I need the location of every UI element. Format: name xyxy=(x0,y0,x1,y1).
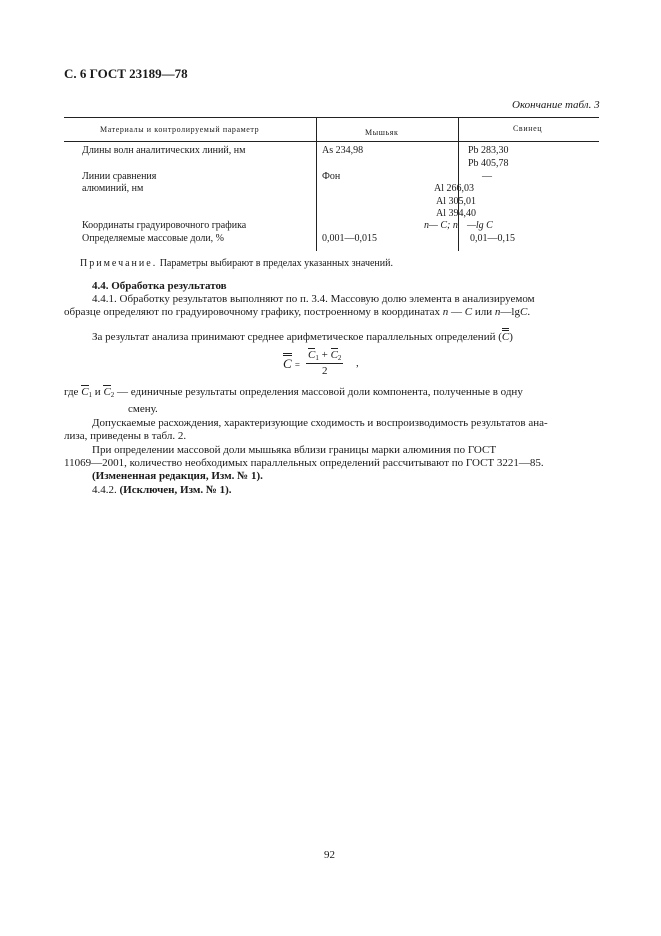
p1-var-n2: n xyxy=(494,306,501,318)
p1-text-a: образце определяют по градуировочному графику, построенному в координатах xyxy=(64,306,443,318)
note-text: Параметры выбирают в пределах указанных значений. xyxy=(159,258,393,269)
p1-text-d: —lg xyxy=(500,306,520,318)
formula-sub1: 1 xyxy=(315,354,319,362)
paragraph-arsenic-line-1: При определении массовой доли мышьяка вблизи границы марки алюминия по ГОСТ xyxy=(92,444,497,456)
p2-mean-symbol: (C) xyxy=(498,328,513,343)
cell-as-reference: Фон xyxy=(322,171,341,182)
where-sub1: 1 xyxy=(88,391,93,399)
cell-pb-reference: — xyxy=(482,171,492,182)
formula-fraction xyxy=(306,349,343,377)
table-note xyxy=(80,257,393,271)
table-continuation-label: Окончание табл. 3 xyxy=(512,99,600,111)
cell-as-wavelength: As 234,98 xyxy=(322,145,364,156)
cell-coordinates-b: —lg C xyxy=(467,220,493,231)
where-text: — единичные результаты определения массовой доли компонента, полученные в одну xyxy=(117,386,523,398)
cell-pb-wavelength-2: Pb 405,78 xyxy=(468,158,509,169)
formula-mean-c: C xyxy=(283,353,292,371)
paragraph-tolerances-line-1: Допускаемые расхождения, характеризующие сходимость и воспроизводимость результатов ана- xyxy=(92,417,548,429)
where-c1: C xyxy=(81,386,89,398)
where-word: где xyxy=(64,386,79,398)
paragraph-tolerances-line-2: лиза, приведены в табл. 2. xyxy=(64,430,187,442)
note-label: Примечание. xyxy=(80,258,158,269)
page-header: С. 6 ГОСТ 23189—78 xyxy=(64,66,188,81)
formula-c2: C xyxy=(330,349,338,361)
table-header-border xyxy=(64,141,599,142)
paragraph-4-4-2 xyxy=(92,483,232,497)
where-c2: C xyxy=(103,386,111,398)
formula-denominator: 2 xyxy=(321,365,328,377)
table-top-border xyxy=(64,117,599,118)
p1-var-c2: C xyxy=(519,306,528,318)
p1-text-c: или xyxy=(472,306,495,318)
formula-plus: + xyxy=(318,349,331,361)
cell-al-line-3: Al 394,40 xyxy=(436,208,476,219)
p2-text: За результат анализа принимают среднее арифметическое параллельных определений xyxy=(92,331,496,343)
formula-comma: , xyxy=(356,357,359,369)
formula-c1: C xyxy=(308,349,316,361)
column-header-arsenic: Мышьяк xyxy=(365,128,399,137)
column-divider-1 xyxy=(316,117,317,251)
row-aluminium-label: алюминий, нм xyxy=(82,183,144,194)
where-sub2: 2 xyxy=(110,391,115,399)
cell-pb-wavelength-1: Pb 283,30 xyxy=(468,145,509,156)
formula-lhs xyxy=(283,357,300,372)
where-clause-line-2: смену. xyxy=(128,403,158,415)
formula-sub2: 2 xyxy=(337,354,342,362)
formula-equals: = xyxy=(294,360,300,370)
where-clause xyxy=(64,385,523,402)
formula-numerator xyxy=(306,349,343,364)
paragraph-average xyxy=(92,330,513,344)
page-number: 92 xyxy=(324,849,335,861)
row-wavelength-label: Длины волн аналитических линий, нм xyxy=(82,145,246,156)
cell-as-range: 0,001—0,015 xyxy=(322,233,377,244)
row-reference-lines-label: Линии сравнения xyxy=(82,171,157,182)
cell-coordinates-a: n— C; n xyxy=(424,220,458,231)
row-mass-fractions-label: Определяемые массовые доли, % xyxy=(82,233,225,244)
amendment-note: (Измененная редакция, Изм. № 1). xyxy=(92,470,263,482)
row-coordinates-label: Координаты градуировочного графика xyxy=(82,220,247,231)
p2-mean-c: C xyxy=(502,328,509,343)
p1-var-c1: C xyxy=(464,306,473,318)
where-and: и xyxy=(94,386,101,398)
column-header-materials: Материалы и контролируемый параметр xyxy=(100,125,260,134)
p5-number: 4.4.2. xyxy=(92,484,117,496)
p1-text-e: . xyxy=(527,306,531,318)
p1-var-n1: n xyxy=(442,306,449,318)
paragraph-arsenic-line-2: 11069—2001, количество необходимых параллельных определений рассчитывают по ГОСТ 3221—85. xyxy=(64,457,544,469)
cell-pb-range: 0,01—0,15 xyxy=(470,233,515,244)
p5-excluded: (Исключен, Изм. № 1). xyxy=(119,484,232,496)
cell-al-line-1: Al 266,03 xyxy=(434,183,474,194)
cell-al-line-2: Al 305,01 xyxy=(436,196,476,207)
paragraph-4-4-1-line-1: 4.4.1. Обработку результатов выполняют по п. 3.4. Массовую долю элемента в анализируемом xyxy=(92,293,535,305)
column-header-lead: Свинец xyxy=(513,124,543,133)
p1-text-b: — xyxy=(448,306,465,318)
section-title: 4.4. Обработка результатов xyxy=(92,280,227,292)
paragraph-4-4-1-line-2 xyxy=(64,305,530,319)
